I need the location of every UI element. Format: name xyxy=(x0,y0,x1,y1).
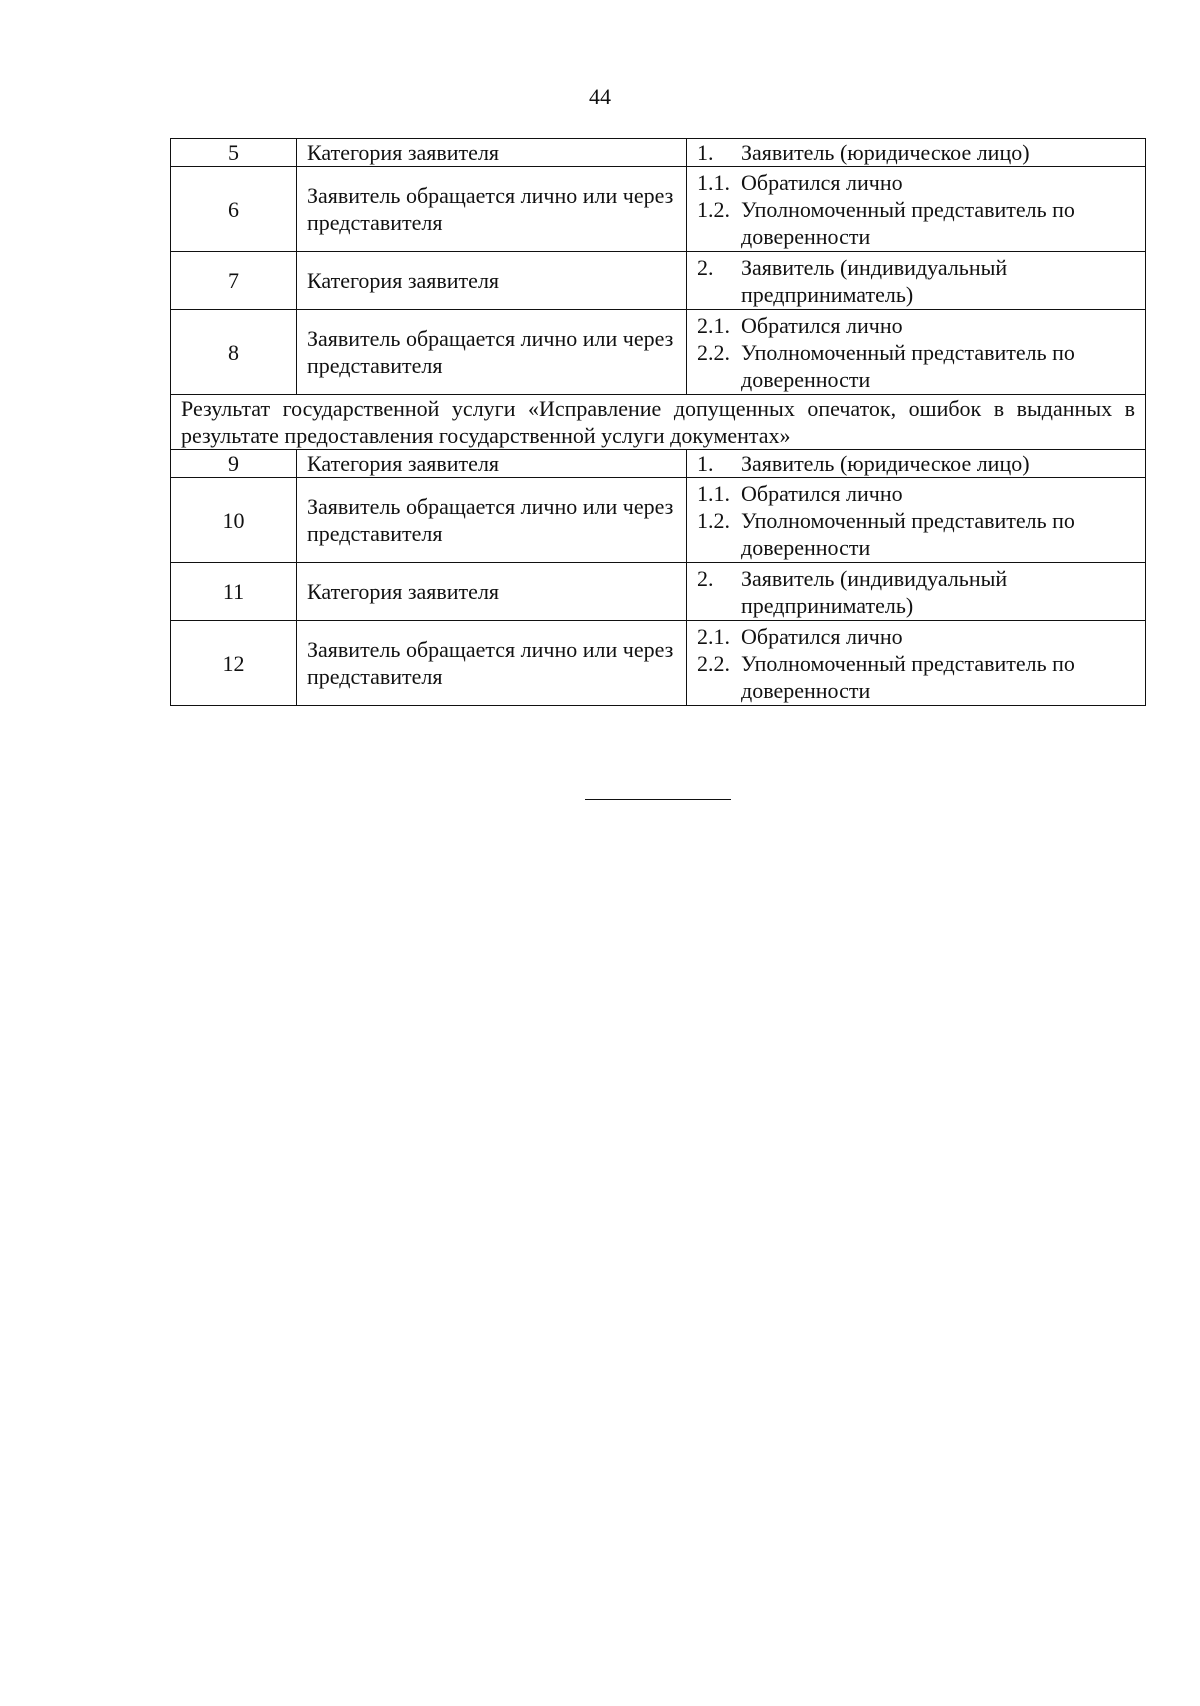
option-line xyxy=(697,565,1135,619)
option-number: 1.1. xyxy=(697,169,730,195)
option-text: Обратился лично xyxy=(741,169,903,195)
criteria-table xyxy=(170,138,1146,706)
option-number: 1. xyxy=(697,140,714,165)
option-line xyxy=(697,254,1135,308)
row-number: 12 xyxy=(171,621,297,706)
option-line xyxy=(697,450,1135,477)
row-number: 5 xyxy=(171,139,297,167)
option-number: 2. xyxy=(697,254,714,280)
option-number: 1.2. xyxy=(697,507,730,533)
option-text: Уполномоченный представитель по доверенности xyxy=(741,650,1075,703)
option-number: 2.2. xyxy=(697,339,730,365)
option-line xyxy=(697,623,1135,650)
option-text: Уполномоченный представитель по доверенности xyxy=(741,196,1075,249)
table-row xyxy=(171,252,1146,310)
options-cell xyxy=(687,478,1146,563)
option-text: Обратился лично xyxy=(741,480,903,506)
criterion-cell: Заявитель обращается лично или через представителя xyxy=(297,167,687,252)
section-row xyxy=(171,395,1146,450)
options-cell xyxy=(687,252,1146,310)
row-number: 6 xyxy=(171,167,297,252)
option-text: Заявитель (индивидуальный предприниматель) xyxy=(741,254,1008,307)
option-number: 2.1. xyxy=(697,623,730,649)
section-title: Результат государственной услуги «Исправление допущенных опечаток, ошибок в выданных в результате предоставления государственной услуги документах» xyxy=(171,395,1146,450)
option-line xyxy=(697,312,1135,339)
criterion-cell: Заявитель обращается лично или через представителя xyxy=(297,478,687,563)
option-text: Обратился лично xyxy=(741,312,903,338)
table-row xyxy=(171,139,1146,167)
table-row xyxy=(171,621,1146,706)
criterion-cell: Категория заявителя xyxy=(297,252,687,310)
option-line xyxy=(697,480,1135,507)
row-number: 10 xyxy=(171,478,297,563)
table-row xyxy=(171,563,1146,621)
page-number: 44 xyxy=(589,84,611,109)
option-number: 2.2. xyxy=(697,650,730,676)
criterion-cell: Категория заявителя xyxy=(297,450,687,478)
table-row xyxy=(171,478,1146,563)
option-number: 2.1. xyxy=(697,312,730,338)
table-row xyxy=(171,310,1146,395)
options-cell xyxy=(687,621,1146,706)
option-number: 1.1. xyxy=(697,480,730,506)
options-cell xyxy=(687,167,1146,252)
option-text: Уполномоченный представитель по доверенности xyxy=(741,507,1075,560)
option-number: 1. xyxy=(697,451,714,476)
option-number: 1.2. xyxy=(697,196,730,222)
option-line xyxy=(697,169,1135,196)
options-cell xyxy=(687,563,1146,621)
options-cell xyxy=(687,139,1146,167)
option-text: Заявитель (юридическое лицо) xyxy=(741,140,1030,165)
row-number: 7 xyxy=(171,252,297,310)
option-line xyxy=(697,196,1135,250)
criterion-cell: Категория заявителя xyxy=(297,139,687,167)
option-line xyxy=(697,339,1135,393)
option-text: Заявитель (индивидуальный предприниматель) xyxy=(741,565,1008,618)
row-number: 8 xyxy=(171,310,297,395)
table-row xyxy=(171,450,1146,478)
option-text: Заявитель (юридическое лицо) xyxy=(741,451,1030,476)
end-rule xyxy=(585,799,731,800)
row-number: 11 xyxy=(171,563,297,621)
option-text: Уполномоченный представитель по доверенности xyxy=(741,339,1075,392)
option-line xyxy=(697,507,1135,561)
options-cell xyxy=(687,450,1146,478)
option-text: Обратился лично xyxy=(741,623,903,649)
criterion-cell: Категория заявителя xyxy=(297,563,687,621)
option-number: 2. xyxy=(697,565,714,591)
option-line xyxy=(697,139,1135,166)
row-number: 9 xyxy=(171,450,297,478)
table-row xyxy=(171,167,1146,252)
criterion-cell: Заявитель обращается лично или через представителя xyxy=(297,621,687,706)
option-line xyxy=(697,650,1135,704)
criterion-cell: Заявитель обращается лично или через представителя xyxy=(297,310,687,395)
options-cell xyxy=(687,310,1146,395)
